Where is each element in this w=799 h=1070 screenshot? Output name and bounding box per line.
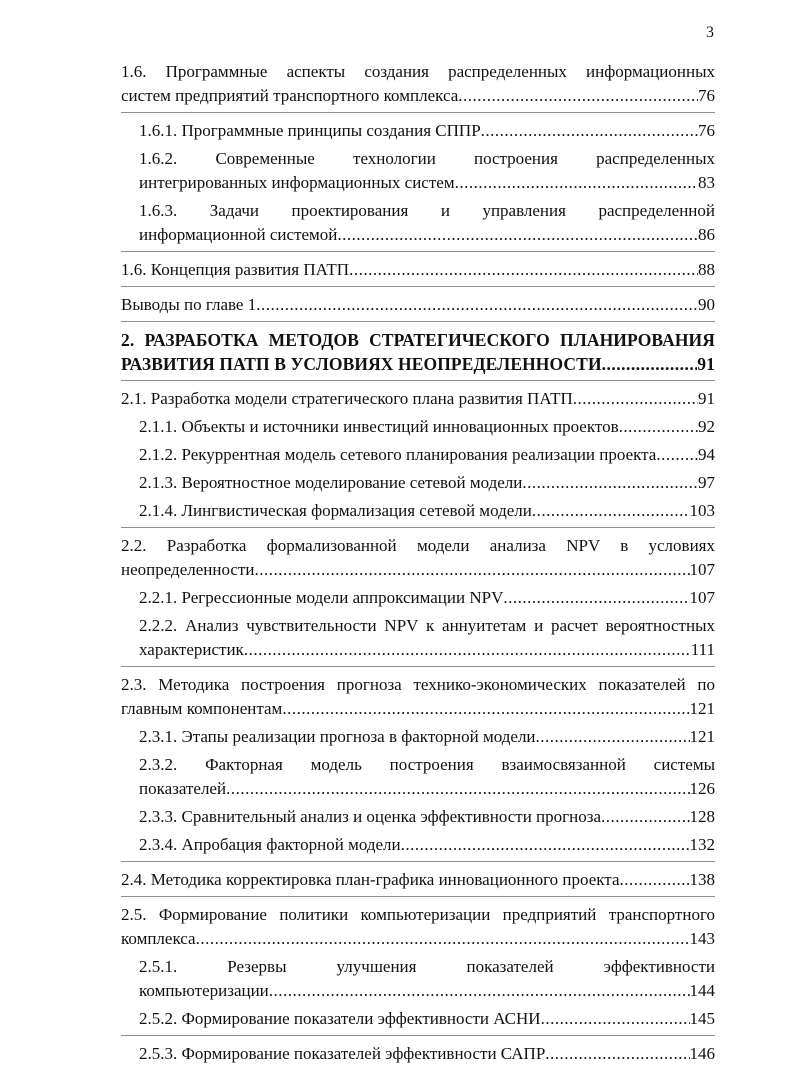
toc-entry-title-line1: 2. РАЗРАБОТКА МЕТОДОВ СТРАТЕГИЧЕСКОГО ПЛАНИРОВАНИЯ (121, 330, 715, 350)
dot-leader (269, 979, 690, 1003)
toc-entry-title-line1: 2.3. Методика построения прогноза технико-экономических показателей по (121, 675, 715, 694)
dot-leader (620, 868, 690, 892)
toc-entry-title-line1: 1.6.3. Задачи проектирования и управления распределенной (139, 201, 715, 220)
toc-entry-title-line1: 2.2. Разработка формализованной модели анализа NPV в условиях (121, 536, 715, 555)
toc-entry-title-line1: 2.5. Формирование политики компьютеризации предприятий транспортного (121, 905, 715, 924)
table-of-contents (121, 60, 715, 1070)
toc-entry-page: 144 (689, 981, 715, 1000)
dot-leader (196, 927, 690, 951)
separator-line (121, 286, 715, 287)
dot-leader (522, 471, 698, 495)
dot-leader (254, 558, 689, 582)
dot-leader (619, 415, 698, 439)
toc-entry-title-line1: 1.6. Программные аспекты создания распределенных информационных (121, 62, 715, 81)
dot-leader (536, 725, 690, 749)
toc-entry-page: 91 (697, 354, 715, 374)
separator-line (121, 527, 715, 528)
toc-entry-title-line2: комплекса (121, 929, 196, 948)
dot-leader (401, 833, 690, 857)
toc-entry (121, 443, 715, 467)
toc-entry (121, 868, 715, 892)
toc-entry-title: 2.1.4. Лингвистическая формализация сетевой модели (139, 501, 532, 520)
toc-entry (121, 833, 715, 857)
toc-entry-page: 132 (689, 835, 715, 854)
separator-line (121, 861, 715, 862)
toc-entry-title: 2.2.1. Регрессионные модели аппроксимации NPV (139, 588, 504, 607)
toc-entry-page: 86 (698, 225, 715, 244)
toc-entry-page: 92 (698, 417, 715, 436)
toc-entry-title-line1: 2.3.2. Факторная модель построения взаимосвязанной системы (139, 755, 715, 774)
separator-line (121, 251, 715, 252)
toc-entry (121, 614, 715, 662)
toc-entry-page: 107 (689, 588, 715, 607)
toc-entry-page: 146 (689, 1044, 715, 1063)
toc-entry-title-line2: компьютеризации (139, 981, 269, 1000)
toc-entry (121, 328, 715, 376)
toc-entry-title-line2: интегрированных информационных систем (139, 173, 455, 192)
toc-entry-page: 76 (698, 86, 715, 105)
toc-entry-page: 76 (698, 121, 715, 140)
toc-entry-page: 128 (689, 807, 715, 826)
toc-entry-title-line2: РАЗВИТИЯ ПАТП В УСЛОВИЯХ НЕОПРЕДЕЛЕННОСТИ (121, 354, 602, 374)
toc-entry-page: 107 (689, 560, 715, 579)
toc-entry (121, 673, 715, 721)
toc-entry (121, 258, 715, 282)
toc-entry-title: 2.1.3. Вероятностное моделирование сетевой модели (139, 473, 523, 492)
toc-entry-page: 91 (698, 389, 715, 408)
toc-entry (121, 471, 715, 495)
toc-entry-title-line1: 1.6.2. Современные технологии построения распределенных (139, 149, 715, 168)
dot-leader (541, 1007, 690, 1031)
toc-entry (121, 805, 715, 829)
toc-entry-title-line2: неопределенности (121, 560, 255, 579)
toc-entry-title: 2.3.3. Сравнительный анализ и оценка эффективности прогноза (139, 807, 601, 826)
toc-entry (121, 147, 715, 195)
toc-entry-title: 2.4. Методика корректировка план-графика инновационного проекта (121, 870, 620, 889)
separator-line (121, 666, 715, 667)
toc-entry (121, 1007, 715, 1031)
toc-entry-page: 126 (689, 779, 715, 798)
toc-entry (121, 725, 715, 749)
toc-entry-title: 2.1. Разработка модели стратегического плана развития ПАТП (121, 389, 573, 408)
page-number: 3 (706, 24, 714, 41)
toc-entry-title-line2: систем предприятий транспортного комплекса (121, 86, 459, 105)
dot-leader (458, 84, 698, 108)
toc-entry-page: 97 (698, 473, 715, 492)
dot-leader (503, 586, 689, 610)
toc-entry-page: 111 (690, 640, 715, 659)
toc-entry (121, 415, 715, 439)
dot-leader (244, 638, 691, 662)
toc-entry (121, 293, 715, 317)
separator-line (121, 1035, 715, 1036)
toc-entry-title-line1: 2.5.1. Резервы улучшения показателей эффективности (139, 957, 715, 976)
toc-entry-title: 2.5.2. Формирование показатели эффективности АСНИ (139, 1009, 541, 1028)
toc-entry-title-line2: информационной системой (139, 225, 338, 244)
toc-entry-title-line2: главным компонентам (121, 699, 283, 718)
separator-line (121, 112, 715, 113)
dot-leader (545, 1042, 689, 1066)
toc-entry-page: 138 (689, 870, 715, 889)
toc-entry (121, 60, 715, 108)
toc-entry-title: 2.1.1. Объекты и источники инвестиций инновационных проектов (139, 417, 619, 436)
toc-entry (121, 534, 715, 582)
dot-leader (349, 258, 698, 282)
toc-entry-title: Выводы по главе 1 (121, 295, 257, 314)
toc-entry-title: 2.3.4. Апробация факторной модели (139, 835, 401, 854)
toc-entry-title: 2.1.2. Рекуррентная модель сетевого планирования реализации проекта (139, 445, 657, 464)
toc-entry-page: 103 (689, 501, 715, 520)
toc-entry (121, 1042, 715, 1066)
dot-leader (256, 293, 698, 317)
dot-leader (573, 387, 698, 411)
toc-entry-page: 83 (698, 173, 715, 192)
dot-leader (481, 119, 698, 143)
toc-entry-page: 145 (689, 1009, 715, 1028)
toc-entry-title-line2: характеристик (139, 640, 244, 659)
toc-entry-title: 1.6. Концепция развития ПАТП (121, 260, 350, 279)
dot-leader (226, 777, 689, 801)
toc-entry (121, 903, 715, 951)
dot-leader (455, 171, 698, 195)
dot-leader (532, 499, 690, 523)
dot-leader (282, 697, 689, 721)
toc-entry (121, 753, 715, 801)
toc-entry-page: 90 (698, 295, 715, 314)
toc-entry-page: 88 (698, 260, 715, 279)
toc-entry (121, 955, 715, 1003)
toc-entry-title: 1.6.1. Программные принципы создания СППР (139, 121, 481, 140)
dot-leader (601, 805, 690, 829)
toc-entry (121, 199, 715, 247)
toc-entry-page: 94 (698, 445, 715, 464)
toc-entry (121, 387, 715, 411)
toc-entry (121, 119, 715, 143)
dot-leader (656, 443, 698, 467)
toc-entry-title-line2: показателей (139, 779, 227, 798)
toc-entry (121, 586, 715, 610)
toc-entry-title: 2.3.1. Этапы реализации прогноза в факторной модели (139, 727, 536, 746)
separator-line (121, 896, 715, 897)
toc-entry (121, 499, 715, 523)
toc-entry-title: 2.5.3. Формирование показателей эффективности САПР (139, 1044, 546, 1063)
dot-leader (602, 352, 698, 376)
separator-line (121, 380, 715, 381)
separator-line (121, 321, 715, 322)
toc-entry-page: 121 (689, 699, 715, 718)
toc-entry-title-line1: 2.2.2. Анализ чувствительности NPV к аннуитетам и расчет вероятностных (139, 616, 715, 635)
toc-entry-page: 143 (689, 929, 715, 948)
dot-leader (337, 223, 698, 247)
toc-entry-page: 121 (689, 727, 715, 746)
